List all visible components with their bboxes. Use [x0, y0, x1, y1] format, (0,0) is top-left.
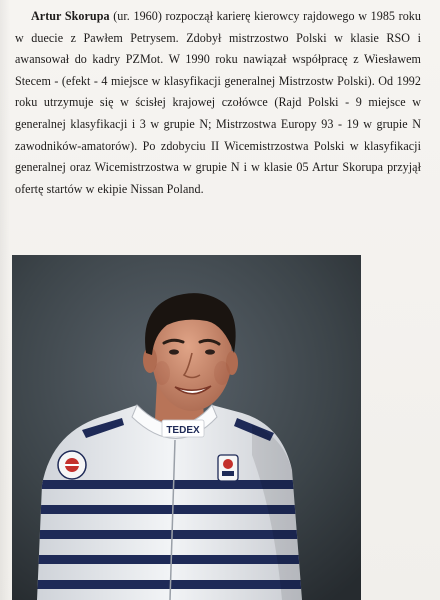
driver-portrait-photo — [12, 255, 361, 600]
biography-paragraph — [15, 6, 421, 200]
driver-name: Artur Skorupa — [31, 9, 110, 23]
biography-text: (ur. 1960) rozpoczął karierę kierowcy rajdowego w 1985 roku w duecie z Pawłem Petrysem. Zdobył mistrzostwo Polski w klasie RSO i awansował do kadry PZMot. W 1990 roku nawiązał współpracę z Wiesławem Stecem - (efekt - 4 miejsce w klasyfikacji generalnej Mistrzostw Polski). Od 1992 roku utrzymuje się w ścisłej krajowej czołówce (Rajd Polski - 9 miejsce w generalnej klasyfikacji i 3 w grupie N; Mistrzostwa Europy 93 - 19 w grupie N zawodników-amatorów). Po zdobyciu II Wicemistrzostwa Polski w klasyfikacji generalnej oraz Wicemistrzostwa w grupie N i w klasie 05 Artur Skorupa przyjął ofertę startów w ekipie Nissan Poland. — [15, 9, 421, 196]
right-chest-emblem — [218, 455, 238, 481]
left-chest-emblem — [58, 451, 86, 479]
sponsor-badge-label: TEDEX — [166, 425, 200, 436]
